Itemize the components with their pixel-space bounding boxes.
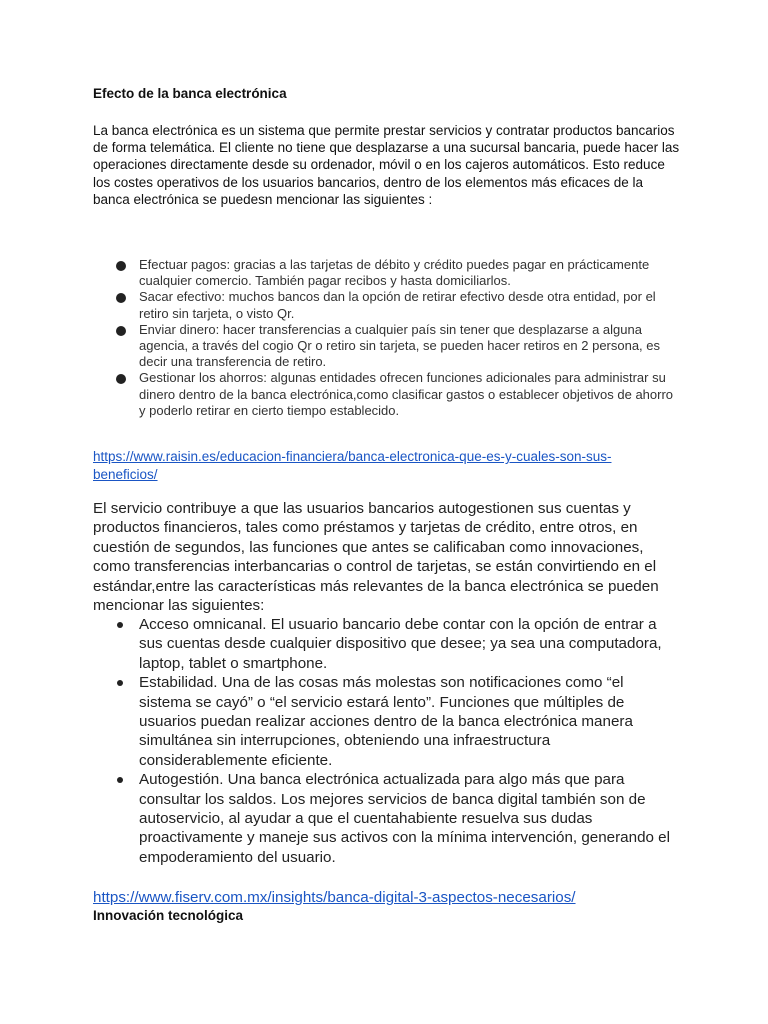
bullet-icon: [116, 293, 126, 303]
list-item: [0, 257, 679, 289]
list-item-text: Sacar efectivo: muchos bancos dan la opción de retirar efectivo desde otra entidad, por el retiro sin tarjeta, o visto Qr.: [139, 289, 656, 321]
list-item-text: Enviar dinero: hacer transferencias a cualquier país sin tener que desplazarse a alguna agencia, a través del cogio Qr o retiro sin tarjeta, se pueden hacer retiros en 2 persona, es decir una transferencia de retiro.: [139, 321, 661, 370]
list-item: [0, 770, 679, 867]
list-item: [0, 673, 679, 770]
list-item-text: Efectuar pagos: gracias a las tarjetas de débito y crédito puedes pagar en prácticamente cualquier comercio. También pagar recibos y hasta domiciliarlos.: [139, 257, 650, 289]
effects-list: [0, 257, 768, 419]
bullet-icon: [116, 261, 126, 271]
bullet-icon: [116, 326, 126, 336]
list-item: [0, 615, 679, 673]
features-list: [0, 615, 768, 867]
list-item-text: Estabilidad. Una de las cosas más molestas son notificaciones como “el sistema se cayó” o “el servicio estará lento”. Funciones que múltiples de usuarios puedan realizar acciones dentro de la banca electrónica manera simultánea sin interrupciones, obteniendo una infraestructura considerablemente eficiente.: [139, 674, 633, 769]
section-subtitle: Innovación tecnológica: [93, 908, 244, 923]
bullet-icon: [117, 680, 123, 686]
list-item-text: Acceso omnicanal. El usuario bancario debe contar con la opción de entrar a sus cuentas desde cualquier dispositivo que desee; ya sea una computadora, laptop, tablet o smartphone.: [139, 616, 662, 672]
list-item: [0, 370, 679, 419]
bullet-icon: [117, 777, 123, 783]
bullet-icon: [117, 622, 123, 628]
list-item-text: Autogestión. Una banca electrónica actualizada para algo más que para consultar los saldos. Los mejores servicios de banca digital también son de autoservicio, al ayudar a que el cuentahabiente resuelva sus dudas proactivamente y maneje sus activos con la mínima intervención, generando el empoderamiento del usuario.: [139, 771, 670, 866]
list-item: [0, 289, 679, 321]
list-item-text: Gestionar los ahorros: algunas entidades ofrecen funciones adicionales para administrar su dinero dentro de la banca electrónica,como clasificar gastos o establecer objetivos de ahorro y poderlo retirar en cierto tiempo establecido.: [139, 370, 674, 418]
bullet-icon: [116, 374, 126, 384]
list-item: [0, 322, 679, 371]
fiserv-source-link[interactable]: https://www.fiserv.com.mx/insights/banca-digital-3-aspectos-necesarios/: [93, 889, 576, 906]
intro-paragraph: La banca electrónica es un sistema que permite prestar servicios y contratar productos bancarios de forma telemática. El cliente no tiene que desplazarse a una sucursal bancaria, puede hacer las operaciones directamente desde su ordenador, móvil o en los cajeros automáticos. Esto reduce los costes operativos de los usuarios bancarios, dentro de los elementos más eficaces de la banca electrónica se puedesn mencionar las siguientes :: [93, 123, 680, 207]
section-title: Efecto de la banca electrónica: [93, 86, 287, 101]
raisin-source-link[interactable]: https://www.raisin.es/educacion-financiera/banca-electronica-que-es-y-cuales-son-sus-beneficios/: [93, 449, 612, 482]
features-paragraph: El servicio contribuye a que las usuarios bancarios autogestionen sus cuentas y productos financieros, tales como préstamos y tarjetas de crédito, entre otros, en cuestión de segundos, las funciones que antes se calificaban como innovaciones, como transferencias interbancarias o control de tarjetas, se están convirtiendo en el estándar,entre las características más relevantes de la banca electrónica se pueden mencionar las siguientes:: [93, 500, 659, 615]
